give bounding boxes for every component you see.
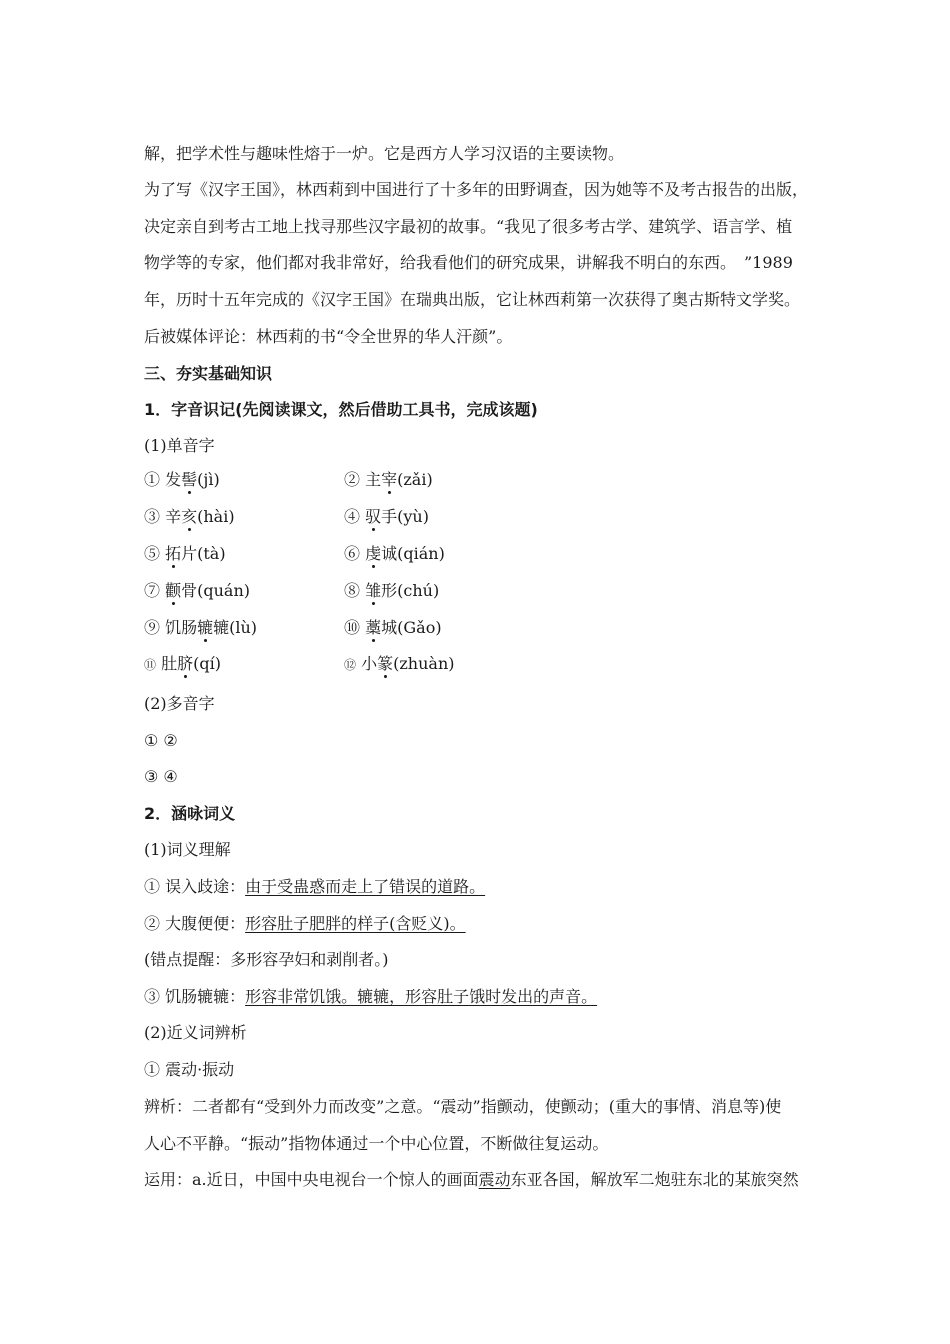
pronunciation-item: ⑤ 拓片(tà): [144, 544, 226, 563]
usage-line: 运用：a.近日，中国中央电视台一个惊人的画面震动东亚各国，解放军二炮驻东北的某旅突然: [144, 1170, 799, 1189]
question-heading: 2．涵咏词义: [144, 804, 236, 823]
paragraph-line: 年，历时十五年完成的《汉字王国》在瑞典出版，它让林西莉第一次获得了奥古斯特文学奖。: [144, 290, 801, 309]
underlined-answer: 形容肚子肥胖的样子(含贬义)。: [245, 914, 466, 933]
meaning-item: ② 大腹便便：形容肚子肥胖的样子(含贬义)。: [144, 914, 466, 933]
pronunciation-item: ⑫ 小篆(zhuàn): [344, 654, 455, 673]
dotted-char: 篆: [377, 654, 394, 673]
note-line: (错点提醒：多形容孕妇和剥削者。): [144, 950, 389, 969]
paragraph-line: 为了写《汉字王国》，林西莉到中国进行了十多年的田野调查，因为她等不及考古报告的出版，: [144, 180, 809, 199]
dotted-char: 宰: [381, 470, 398, 489]
pronunciation-item: ③ 辛亥(hài): [144, 507, 235, 526]
pronunciation-item: ⑦ 颧骨(quán): [144, 581, 251, 600]
section-heading: 三、夯实基础知识: [144, 364, 273, 383]
pronunciation-item: ① 发髻(jì): [144, 470, 220, 489]
dotted-char: 颧: [165, 581, 182, 600]
pronunciation-item: ④ 驭手(yù): [344, 507, 429, 526]
underlined-answer: 形容非常饥饿。辘辘，形容肚子饿时发出的声音。: [245, 987, 598, 1006]
analysis-line: 人心不平静。“振动”指物体通过一个中心位置，不断做往复运动。: [144, 1134, 609, 1153]
pronunciation-item: ⑩ 藁城(Gǎo): [344, 618, 442, 637]
paragraph-line: 物学等的专家，他们都对我非常好，给我看他们的研究成果，讲解我不明白的东西。 ”1989: [144, 253, 793, 272]
subsection-title: (1)词义理解: [144, 840, 231, 859]
meaning-item: ① 误入歧途：由于受蛊惑而走上了错误的道路。: [144, 877, 486, 896]
dotted-char: 驭: [365, 507, 382, 526]
subsection-title: (1)单音字: [144, 436, 215, 455]
subsection-title: (2)多音字: [144, 694, 215, 713]
answer-line: ③ ④: [144, 767, 178, 786]
dotted-char: 藁: [365, 618, 382, 637]
synonym-pair-title: ① 震动·振动: [144, 1060, 235, 1079]
underlined-word: 震动: [478, 1170, 511, 1189]
dotted-char: 虔: [365, 544, 382, 563]
paragraph-line: 决定亲自到考古工地上找寻那些汉字最初的故事。“我见了很多考古学、建筑学、语言学、植: [144, 217, 793, 236]
pronunciation-item: ⑪ 肚脐(qí): [144, 654, 221, 673]
dotted-char: 亥: [181, 507, 198, 526]
dotted-char: 髻: [181, 470, 198, 489]
pronunciation-item: ⑥ 虔诚(qián): [344, 544, 445, 563]
meaning-item: ③ 饥肠辘辘：形容非常饥饿。辘辘，形容肚子饿时发出的声音。: [144, 987, 598, 1006]
underlined-answer: 由于受蛊惑而走上了错误的道路。: [245, 877, 486, 896]
answer-line: ① ②: [144, 731, 178, 750]
dotted-char: 脐: [177, 654, 194, 673]
pronunciation-item: ⑨ 饥肠辘辘(lù): [144, 618, 258, 637]
pronunciation-item: ② 主宰(zǎi): [344, 470, 433, 489]
question-heading: 1．字音识记(先阅读课文，然后借助工具书，完成该题): [144, 400, 538, 419]
subsection-title: (2)近义词辨析: [144, 1023, 247, 1042]
dotted-char: 拓: [165, 544, 182, 563]
analysis-line: 辨析：二者都有“受到外力而改变”之意。“震动”指颤动，使颤动；(重大的事情、消息等)使: [144, 1097, 782, 1116]
paragraph-line: 后被媒体评论：林西莉的书“令全世界的华人汗颜”。: [144, 327, 513, 346]
paragraph-line: 解，把学术性与趣味性熔于一炉。它是西方人学习汉语的主要读物。: [144, 144, 625, 163]
dotted-char: 辘: [197, 618, 214, 637]
dotted-char: 雏: [365, 581, 382, 600]
pronunciation-item: ⑧ 雏形(chú): [344, 581, 440, 600]
